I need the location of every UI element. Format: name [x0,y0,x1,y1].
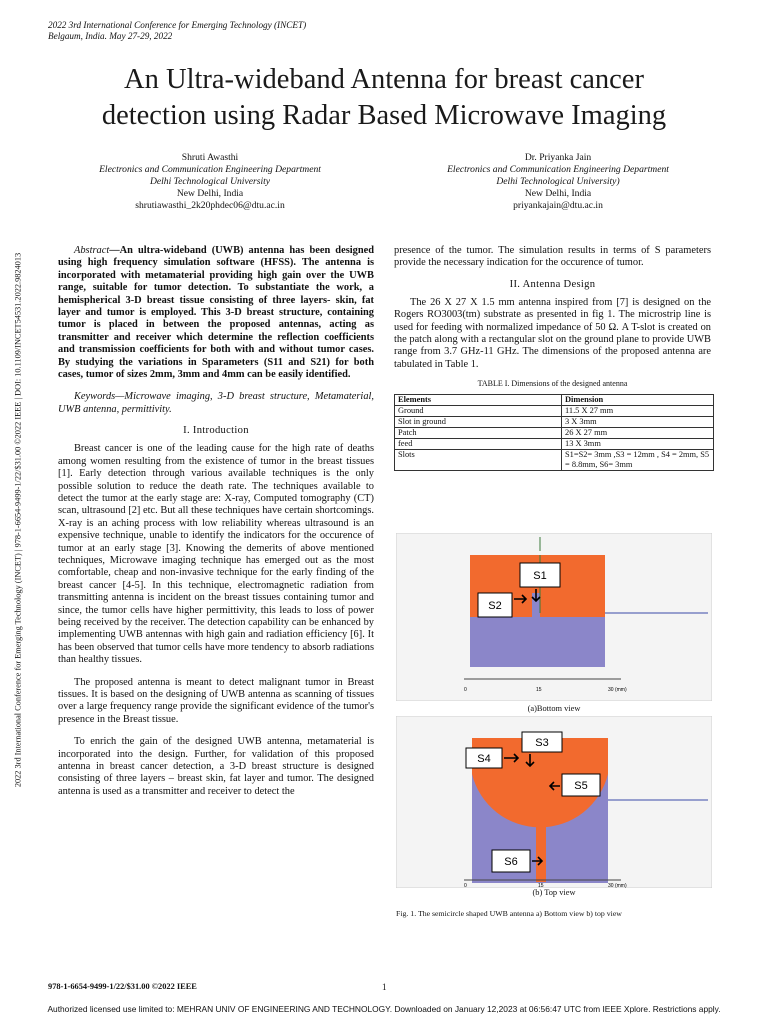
slot-s6-label: S6 [504,856,518,868]
table-cell: Patch [395,428,562,439]
license-notice: Authorized licensed use limited to: MEHRAN UNIV OF ENGINEERING AND TECHNOLOGY. Downloaded on January 12,2023 at 06:56:47 UTC from IEEE Xplore. Restrictions apply. [47,1004,721,1014]
table-cell: 13 X 3mm [562,439,714,450]
ground-purple [470,617,605,667]
author-dept: Electronics and Communication Engineering Department [99,164,321,175]
table-caption: TABLE I. Dimensions of the designed antenna [477,379,628,389]
section-2-heading: II. Antenna Design [509,278,596,290]
doi-sidebar-text: 2022 3rd International Conference for Emerging Technology (INCET) | 978-1-6654-9499-1/22/$31.00 ©2022 IEEE | DOI: 10.1109/INCET54531.2022.9824013 [13,252,23,788]
section-1-heading: I. Introduction [183,425,249,437]
conference-line-1: 2022 3rd International Conference for Emerging Technology (INCET) [48,20,307,30]
table-row [395,439,714,450]
table-cell: feed [395,439,562,450]
figure-bottom-view [396,533,712,701]
figure-b-label: (b) Top view [532,888,576,897]
paper-title [30,62,738,134]
table-cell: S1=S2= 3mm ,S3 = 12mm , S4 = 2mm, S5 = 8.8mm, S6= 3mm [562,450,714,471]
doi-sidebar [10,200,26,840]
footer-isbn: 978-1-6654-9499-1/22/$31.00 ©2022 IEEE [48,982,197,991]
author-1 [60,152,360,212]
slot-s2-label: S2 [488,600,502,612]
table-row [395,428,714,439]
right-intro-paragraph: presence of the tumor. The simulation results in terms of S parameters provide the necessary indication for the occurence of tumor. [394,245,711,269]
abstract [58,245,374,381]
table-header-row [395,395,714,406]
figure-top-view [396,716,712,888]
author-dept: Electronics and Communication Engineering Department [447,164,669,175]
keywords: Keywords—Microwave imaging, 3-D breast structure, Metamaterial, UWB antenna, permittivity. [58,391,374,415]
dimension-table [394,394,714,471]
table-cell: 11.5 X 27 mm [562,406,714,417]
feed-strip [536,782,546,882]
left-column [58,245,374,798]
table-cell: 26 X 27 mm [562,428,714,439]
scale-tick-15: 15 [536,687,542,693]
scale-tick-0: 0 [464,883,467,888]
author-univ: Delhi Technological University) [496,176,620,187]
author-email: shrutiawasthi_2k20phdec06@dtu.ac.in [135,200,285,211]
author-city: New Delhi, India [524,188,592,199]
scale-tick-15: 15 [538,883,544,888]
table-row [395,417,714,428]
table-header: Elements [395,395,562,406]
abstract-text: —An ultra-wideband (UWB) antenna has been designed using high frequency simulation software (HFSS). The antenna is incorporated with metamaterial providing high gain over the UWB range, suitable for tumor detection. To substantiate the work, a hemispherical 3-D breast tissue consisting of three layers- skin, fat layer and tumor is employed. This 3-D breast structure, containing tumor is placed in between the proposed antennas, acting as transmitter and receiver which determine the reflection coefficients and transmission coefficients for both with and without tumor cases. By studying the variations in Sparameters (S11 and S21) for both cases, tumor of sizes 2mm, 3mm and 4mm can be easily identified. [58,245,374,381]
author-city: New Delhi, India [176,188,244,199]
figure-a-label: (a)Bottom view [527,704,581,713]
author-2 [408,152,708,212]
page-number: 1 [382,982,387,992]
table-header: Dimension [562,395,714,406]
conference-header [48,20,306,42]
table-row [395,450,714,471]
conference-line-2: Belgaum, India. May 27-29, 2022 [48,31,173,41]
right-column [394,245,711,471]
intro-paragraph-2: The proposed antenna is meant to detect malignant tumor in Breast tissues. It is based on the designing of UWB antenna as scanning of tissues over a large frequency range provide the significant evidence of the tumor's presence in the Breast tissue. [58,676,374,725]
table-cell: Slots [395,450,562,471]
slot-s1-label: S1 [533,570,547,582]
scale-tick-0: 0 [464,687,467,693]
slot-s3-label: S3 [535,737,549,749]
author-email: priyankajain@dtu.ac.in [513,200,603,211]
slot-s4-label: S4 [477,753,491,765]
table-cell: 3 X 3mm [562,417,714,428]
table-cell: Slot in ground [395,417,562,428]
title-line-2: detection using Radar Based Microwave Imaging [101,100,667,131]
author-name: Dr. Priyanka Jain [524,152,592,163]
slot-s5-label: S5 [574,780,588,792]
table-row [395,406,714,417]
title-line-1: An Ultra-wideband Antenna for breast cancer [124,64,644,95]
intro-paragraph-3: To enrich the gain of the designed UWB antenna, metamaterial is incorporated into the design. Further, for validation of this proposed antenna in breast cancer detection, a 3-D breast structure is designed consisting of three layers – breast skin, fat layer and tumor. The designed antenna is used as a transmitter and receiver to detect the [58,736,374,797]
intro-paragraph-1: Breast cancer is one of the leading cause for the high rate of deaths among women resulting from the existence of tumor in the breast tissues [1]. Early detection through various available techniques is the only possible solution to reduce the death rate. The techniques available to detect the tumor at the early stage are: X-ray, Computed tomography (CT) scan, ultrasound [2] etc. But all these techniques have certain shortcomings. X-ray is an aching process with low reliability whereas ultrasound is an expensive technique, unable to identify the indicators for the occurence of tumor at an early stage [3]. Knowing the demerits of above mentioned techniques, Microwave imaging technique has emerged out as the most comfortable, cheap and non-invasive technique for the early finding of the breast cancer [4-5]. In this technique, electromagnetic radiation from transmitting antenna is incident on the breast tissues containing tumor and since, the tumor cells have higher permittivity, this leads to loss of power being received by the receiver. The detection capability can be enhanced by implementing UWB antennas with high gain and radiation efficiency [6]. It has been observed that tumor cells have more tendency to absorb radiations than healthy tissues. [58,443,374,666]
table-cell: Ground [395,406,562,417]
scale-tick-30: 30 (mm) [608,883,627,888]
figure-caption: Fig. 1. The semicircle shaped UWB antenna a) Bottom view b) top view [396,909,622,918]
design-paragraph: The 26 X 27 X 1.5 mm antenna inspired from [7] is designed on the Rogers RO3003(tm) substrate as presented in fig 1. The microstrip line is used for feeding with normalized impedance of 50 Ω. A T-slot is created on the patch along with a rectangular slot on the ground plane to provide UWB range from 3.7 GHz-11 GHz. The dimensions of the proposed antenna are tabulated in Table 1. [394,296,711,370]
author-name: Shruti Awasthi [181,152,239,163]
scale-tick-30: 30 (mm) [608,687,627,693]
author-univ: Delhi Technological University [149,176,271,187]
abstract-label: Abstract [74,245,110,256]
